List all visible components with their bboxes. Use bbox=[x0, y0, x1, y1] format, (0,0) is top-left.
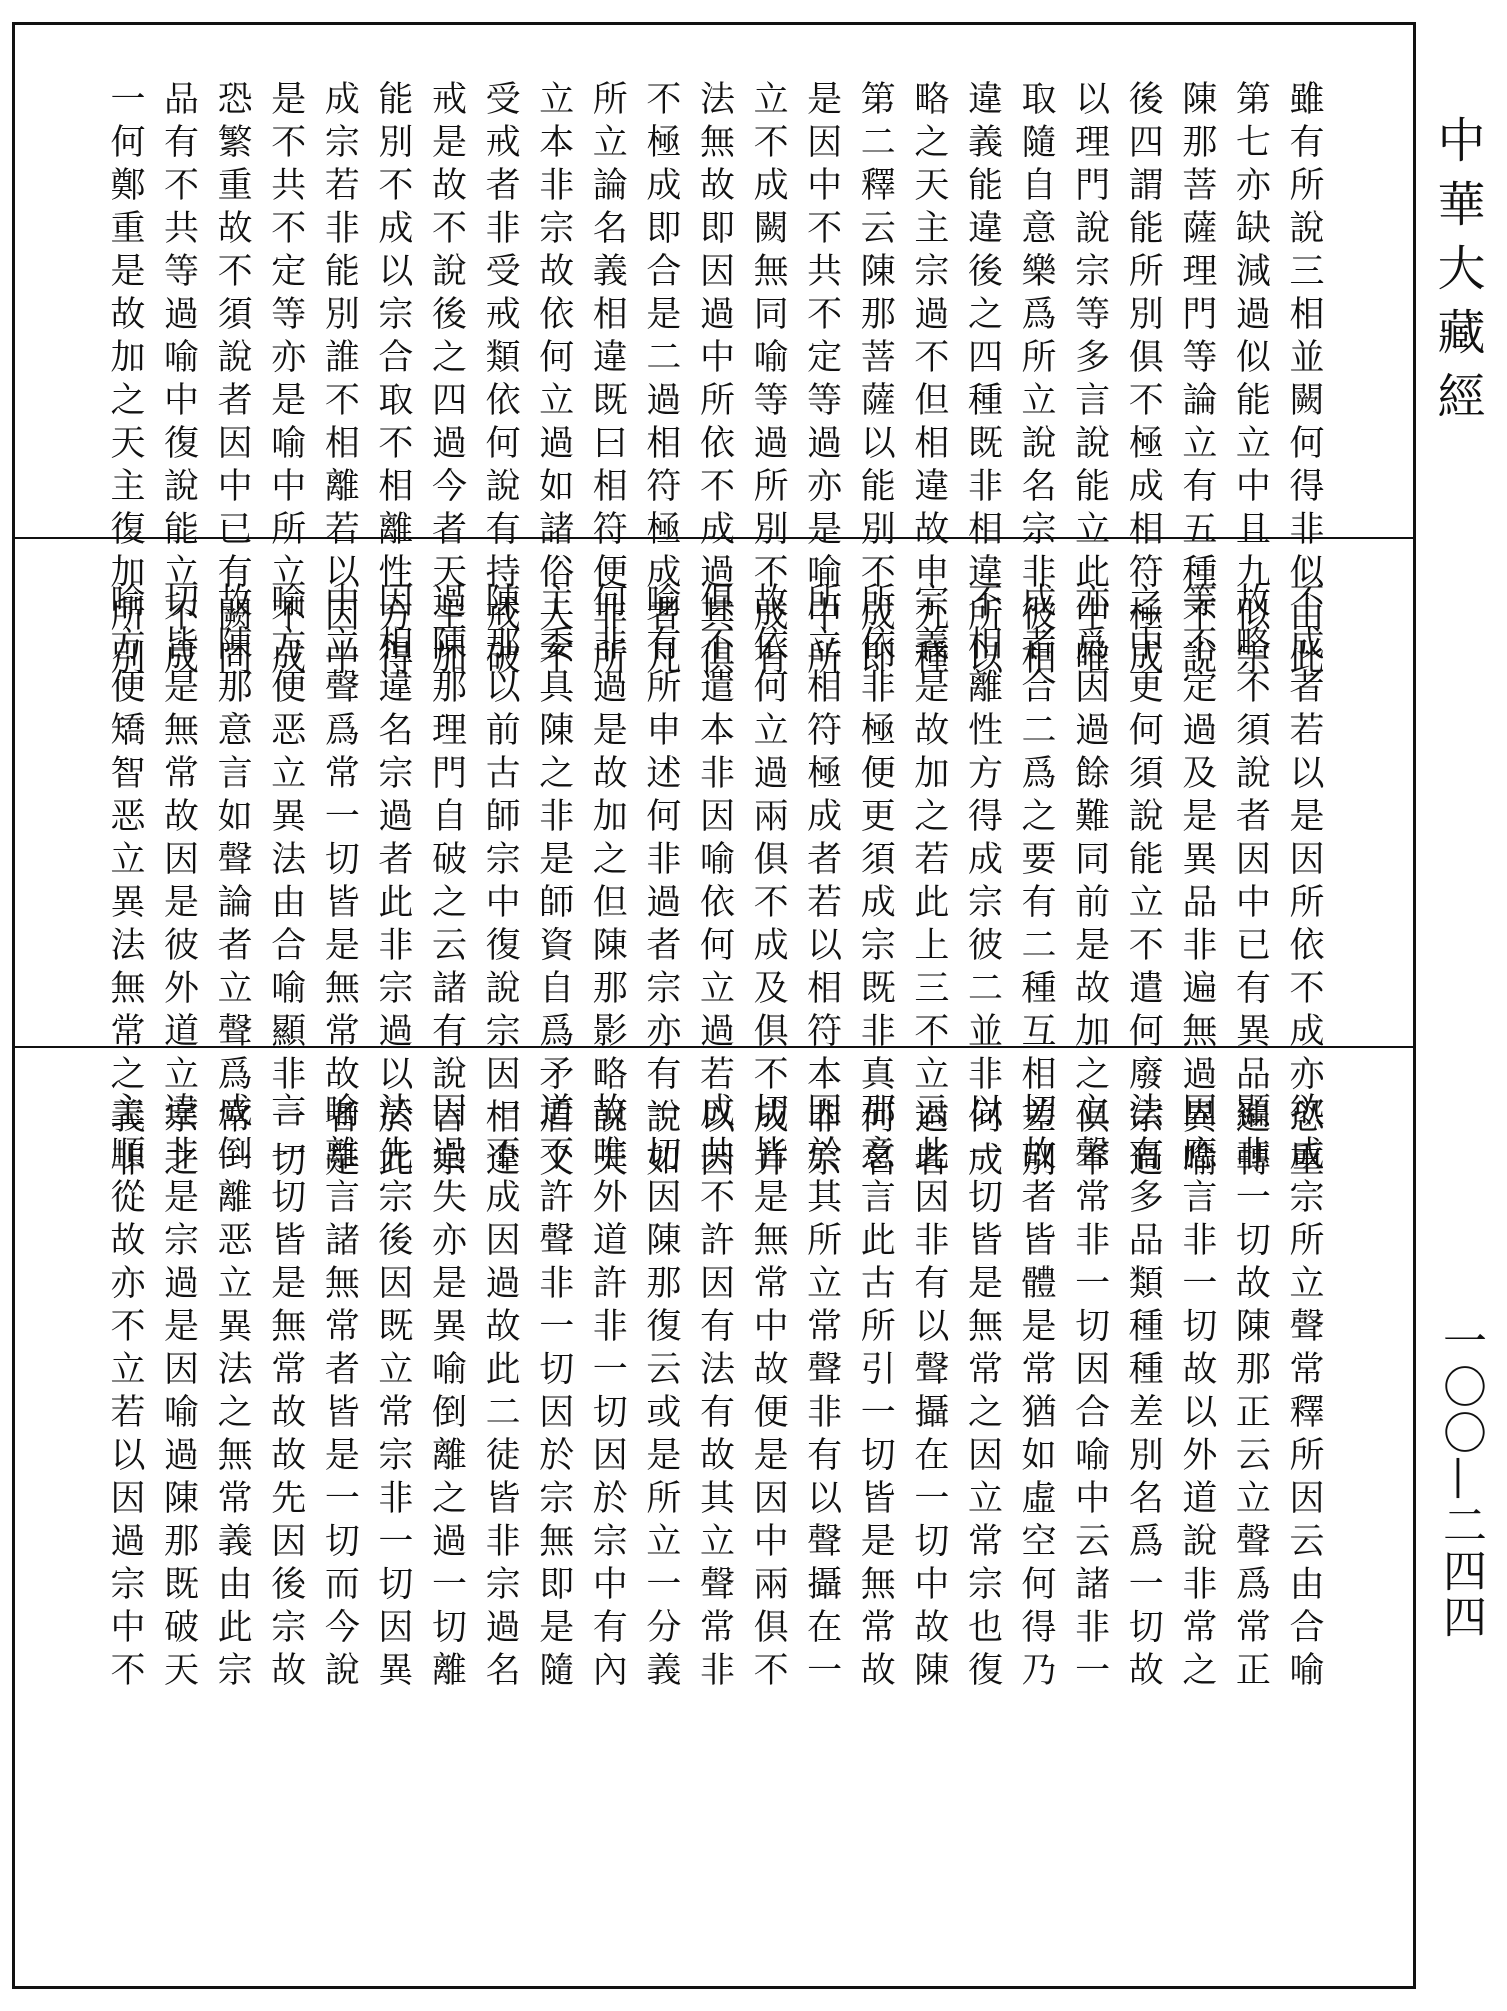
text-column: 切故者皆體是常猶如虛空何得乃 bbox=[1016, 1092, 1057, 1694]
text-column: 道不許聲非一切因於宗無即是隨 bbox=[533, 1092, 574, 1694]
text-column: 違非是宗過是因喻過陳那既破天 bbox=[158, 1092, 199, 1694]
text-column: 略之天主宗過不但相違故申九種 bbox=[908, 80, 949, 682]
text-column: 品有不共等過喻中復說能立不成 bbox=[158, 80, 199, 682]
text-column: 因應言非一切故以外道說非常之 bbox=[1176, 1092, 1217, 1694]
text-column: 顯非一切故陳那正云立聲爲常正 bbox=[1230, 1092, 1271, 1694]
text-column: 一何鄭重是故加之天主復加所別 bbox=[104, 80, 145, 682]
text-column: 成者合二爲之要有二種互相差別 bbox=[1016, 582, 1057, 1184]
text-column: 因相違名宗過者此非宗過以於此 bbox=[372, 582, 413, 1184]
text-column: 陳那以前古師宗中復說宗因相違 bbox=[480, 582, 521, 1184]
text-column: 故陳那意言如聲論者立聲爲常一 bbox=[212, 582, 253, 1184]
text-column: 過陳那理門自破之云諸有說言宗 bbox=[426, 582, 467, 1184]
text-column: 取隨自意樂爲所立說名宗非彼相 bbox=[1016, 80, 1057, 682]
text-column: 立本非宗故依何立過如諸俗人不 bbox=[533, 80, 574, 682]
text-column: 第二釋云陳那菩薩以能別不成即 bbox=[855, 80, 896, 682]
text-column: 是因中不共不定等過亦是喻中所 bbox=[801, 80, 842, 682]
text-column: 因於其所立常聲非有以聲攝在一 bbox=[801, 1092, 842, 1694]
text-column: 喻離言諸無常者皆是一切而今說 bbox=[319, 1092, 360, 1694]
text-column: 主委具陳之非是師資自爲矛盾又 bbox=[533, 582, 574, 1184]
text-column: 立聲常非一切因合喻中云諸非一 bbox=[1069, 1092, 1110, 1694]
text-column: 一切因陳那復云或是所立一分義 bbox=[640, 1092, 681, 1694]
text-column: 中立聲爲常一切皆是無常故者是 bbox=[319, 582, 360, 1184]
text-column: 等不定過及是異品非遍無過異喻 bbox=[1176, 582, 1217, 1184]
text-column: 喻有所申述何非過者宗亦有說如 bbox=[640, 582, 681, 1184]
text-column: 言一切皆是無常故故先因後宗故 bbox=[265, 1092, 306, 1694]
text-column: 戒是故不說後之四過今者天主加 bbox=[426, 80, 467, 682]
text-column: 是不共不定等亦是喻中所立不成 bbox=[265, 80, 306, 682]
text-column: 切皆是無常中故便是因中兩俱不 bbox=[748, 1092, 789, 1694]
page-number: 一〇〇—二四四 bbox=[1435, 1318, 1486, 1640]
text-column: 雖有所說三相並闕何得非似由此 bbox=[1284, 80, 1324, 682]
text-column: 成宗若非能別誰不相離若以因中 bbox=[319, 80, 360, 682]
text-column: 所立論名義相違既曰相符便非所 bbox=[587, 80, 628, 682]
text-column: 成共不許因有法有故其立聲常非 bbox=[694, 1092, 735, 1694]
text-column: 後四謂能所別俱不極成相符極成 bbox=[1123, 80, 1164, 682]
text-column: 何非過是故加之但陳那影略說天 bbox=[587, 582, 628, 1184]
text-column: 切皆是無常故因是彼外道立宗之 bbox=[158, 582, 199, 1184]
margin-title: 中華大藏經 bbox=[1429, 115, 1485, 435]
text-column: 受戒者非受戒類依何說有持戒破 bbox=[480, 80, 521, 682]
text-column: 所依非極便更須成宗既非真何名 bbox=[855, 582, 896, 1184]
text-column: 成倒離恶立異法之無常義由此宗 bbox=[212, 1092, 253, 1694]
text-column: 故依何立過兩俱不成及俱不成并 bbox=[748, 582, 789, 1184]
text-panel-3 bbox=[104, 1092, 1330, 1694]
text-panel-1 bbox=[104, 80, 1330, 682]
text-column: 不相離性方得成宗彼二並非何成 bbox=[962, 582, 1003, 1184]
text-column: 立不成闕無同喻等過所別不成有 bbox=[748, 80, 789, 682]
text-panel-2 bbox=[104, 582, 1330, 1184]
text-column: 不成者若以是因所依不成亦恐重 bbox=[1284, 582, 1324, 1184]
text-column: 故唯外道許非一切因於宗中有內 bbox=[587, 1092, 628, 1694]
text-column: 法有多品類種種差別名爲一切故 bbox=[1123, 1092, 1164, 1694]
text-column: 喻方便矯智恶立異法無常之義非 bbox=[104, 582, 145, 1184]
text-column: 那意言此古所引一切皆是無常故 bbox=[855, 1092, 896, 1694]
text-column: 之中更何須說能立不遣何廢宗過 bbox=[1123, 582, 1164, 1184]
text-column: 俱不遣本非因喻依何立過若以因 bbox=[694, 582, 735, 1184]
text-column: 亦爲因過餘難同前是故加之俱不 bbox=[1069, 582, 1110, 1184]
text-column: 恐繁重故不須說者因中已有闕同 bbox=[212, 80, 253, 682]
text-column: 違義能違後之四種既非相違所以 bbox=[962, 80, 1003, 682]
text-column: 宗義是故加之若此上三不立過者 bbox=[908, 582, 949, 1184]
text-column: 欲成宗所立聲常釋所因云由合喻 bbox=[1284, 1092, 1324, 1694]
text-column: 所立相符極成者若以相符本非宗 bbox=[801, 582, 842, 1184]
text-column: 故略不須說者因中已有異品遍轉 bbox=[1230, 582, 1271, 1184]
text-column: 法先宗後因既立常宗非一切因異 bbox=[372, 1092, 413, 1694]
text-column: 主順從故亦不立若以因過宗中不 bbox=[104, 1092, 145, 1694]
text-column: 以理門說宗等多言說能立此中唯 bbox=[1069, 80, 1110, 682]
text-column: 第七亦缺減過似能立中且九似宗 bbox=[1230, 80, 1271, 682]
text-column: 云此因非有以聲攝在一切中故陳 bbox=[908, 1092, 949, 1694]
text-column: 一不成因過故此二徒皆非宗過名 bbox=[480, 1092, 521, 1694]
text-column: 不極成即合是二過相符極成者凡 bbox=[640, 80, 681, 682]
text-column: 以一切皆是無常之因立常宗也復 bbox=[962, 1092, 1003, 1694]
text-column: 陳那菩薩理門等論立有五種不說 bbox=[1176, 80, 1217, 682]
text-column: 因過失亦是異喻倒離之過一切離 bbox=[426, 1092, 467, 1694]
text-column: 法無故即因過中所依不成過其俱 bbox=[694, 80, 735, 682]
text-column: 喻方便恶立異法由合喻顯非一切 bbox=[265, 582, 306, 1184]
text-column: 能別不成以宗合取不相離性方得 bbox=[372, 80, 413, 682]
